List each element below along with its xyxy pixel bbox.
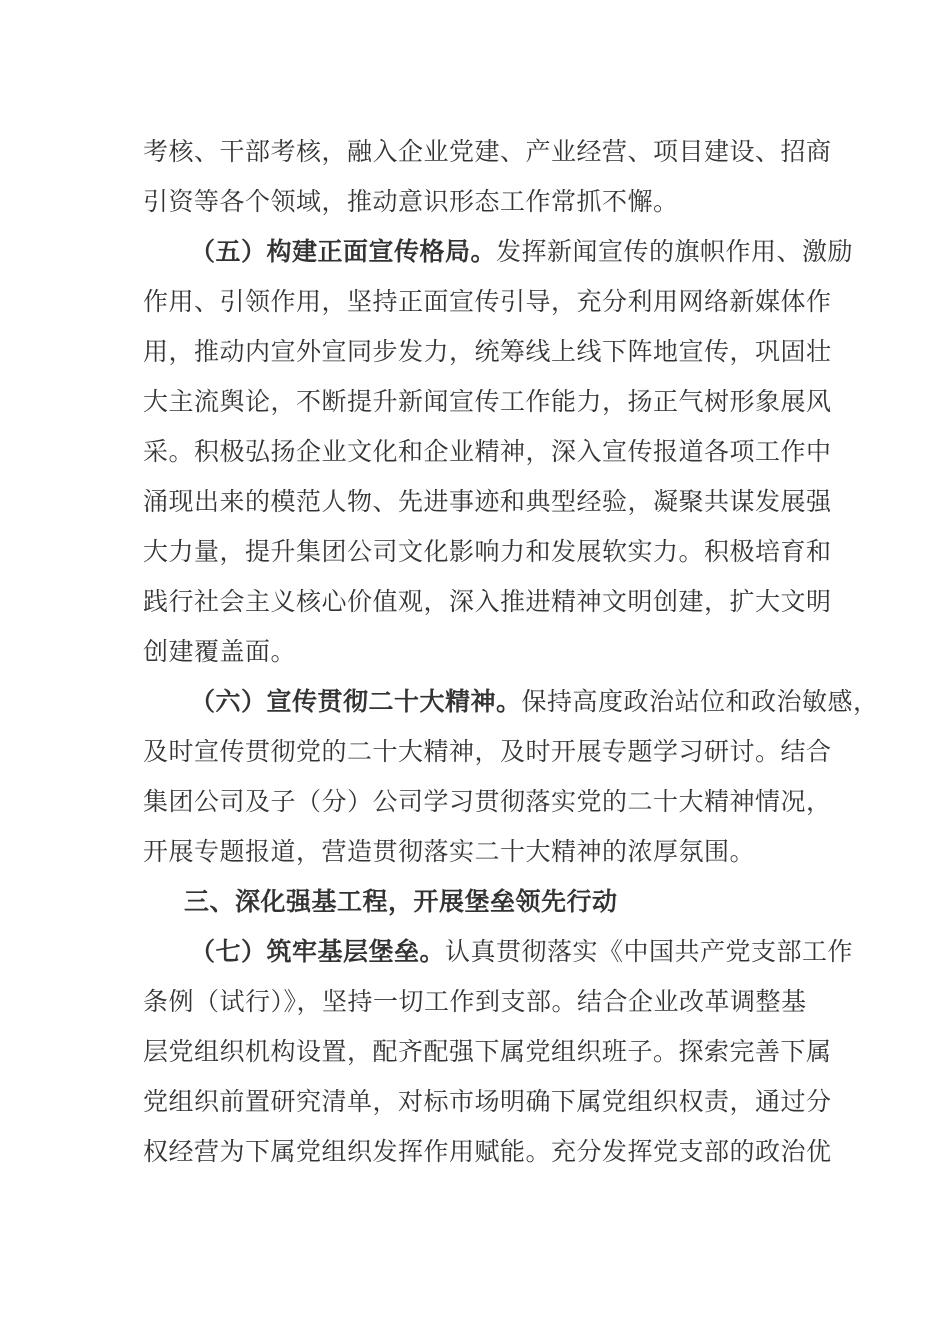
body-line: 权经营为下属党组织发挥作用赋能。充分发挥党支部的政治优 [143, 1137, 832, 1166]
body-text: 认真贯彻落实《中国共产党支部工作 [445, 937, 854, 966]
body-line: 采。积极弘扬企业文化和企业精神，深入宣传报道各项工作中 [143, 437, 832, 466]
body-line: 大主流舆论，不断提升新闻宣传工作能力，扬正气树形象展风 [143, 387, 832, 416]
body-line: 作用、引领作用，坚持正面宣传引导，充分利用网络新媒体作 [143, 287, 832, 316]
body-line: 用，推动内宣外宣同步发力，统筹线上线下阵地宣传，巩固壮 [143, 337, 832, 366]
body-line: 及时宣传贯彻党的二十大精神，及时开展专题学习研讨。结合 [143, 737, 832, 766]
body-line: 集团公司及子（分）公司学习贯彻落实党的二十大精神情况， [143, 787, 832, 816]
section-paragraph-start [190, 227, 853, 277]
body-line: 条例（试行）》，坚持一切工作到支部。结合企业改革调整基 [143, 987, 807, 1016]
body-line: 考核、干部考核，融入企业党建、产业经营、项目建设、招商 [143, 137, 832, 166]
section-title: （五）构建正面宣传格局。 [190, 237, 497, 266]
body-line: 大力量，提升集团公司文化影响力和发展软实力。积极培育和 [143, 537, 832, 566]
body-line: 涌现出来的模范人物、先进事迹和典型经验，凝聚共谋发展强 [143, 487, 832, 516]
section-paragraph-start [190, 927, 853, 977]
section-title: （六）宣传贯彻二十大精神。 [190, 687, 522, 716]
body-text: 保持高度政治站位和政治敏感， [521, 687, 879, 716]
body-line: 引资等各个领域，推动意识形态工作常抓不懈。 [143, 187, 679, 216]
body-line: 层党组织机构设置，配齐配强下属党组织班子。探索完善下属 [143, 1037, 832, 1066]
section-title: （七）筑牢基层堡垒。 [190, 937, 446, 966]
chapter-heading: 三、深化强基工程，开展堡垒领先行动 [184, 887, 618, 916]
section-paragraph-start [190, 677, 879, 727]
body-line: 党组织前置研究清单，对标市场明确下属党组织权责，通过分 [143, 1087, 832, 1116]
body-line: 践行社会主义核心价值观，深入推进精神文明创建，扩大文明 [143, 587, 832, 616]
body-line: 开展专题报道，营造贯彻落实二十大精神的浓厚氛围。 [143, 837, 756, 866]
body-text: 发挥新闻宣传的旗帜作用、激励 [496, 237, 854, 266]
body-line: 创建覆盖面。 [143, 637, 297, 666]
